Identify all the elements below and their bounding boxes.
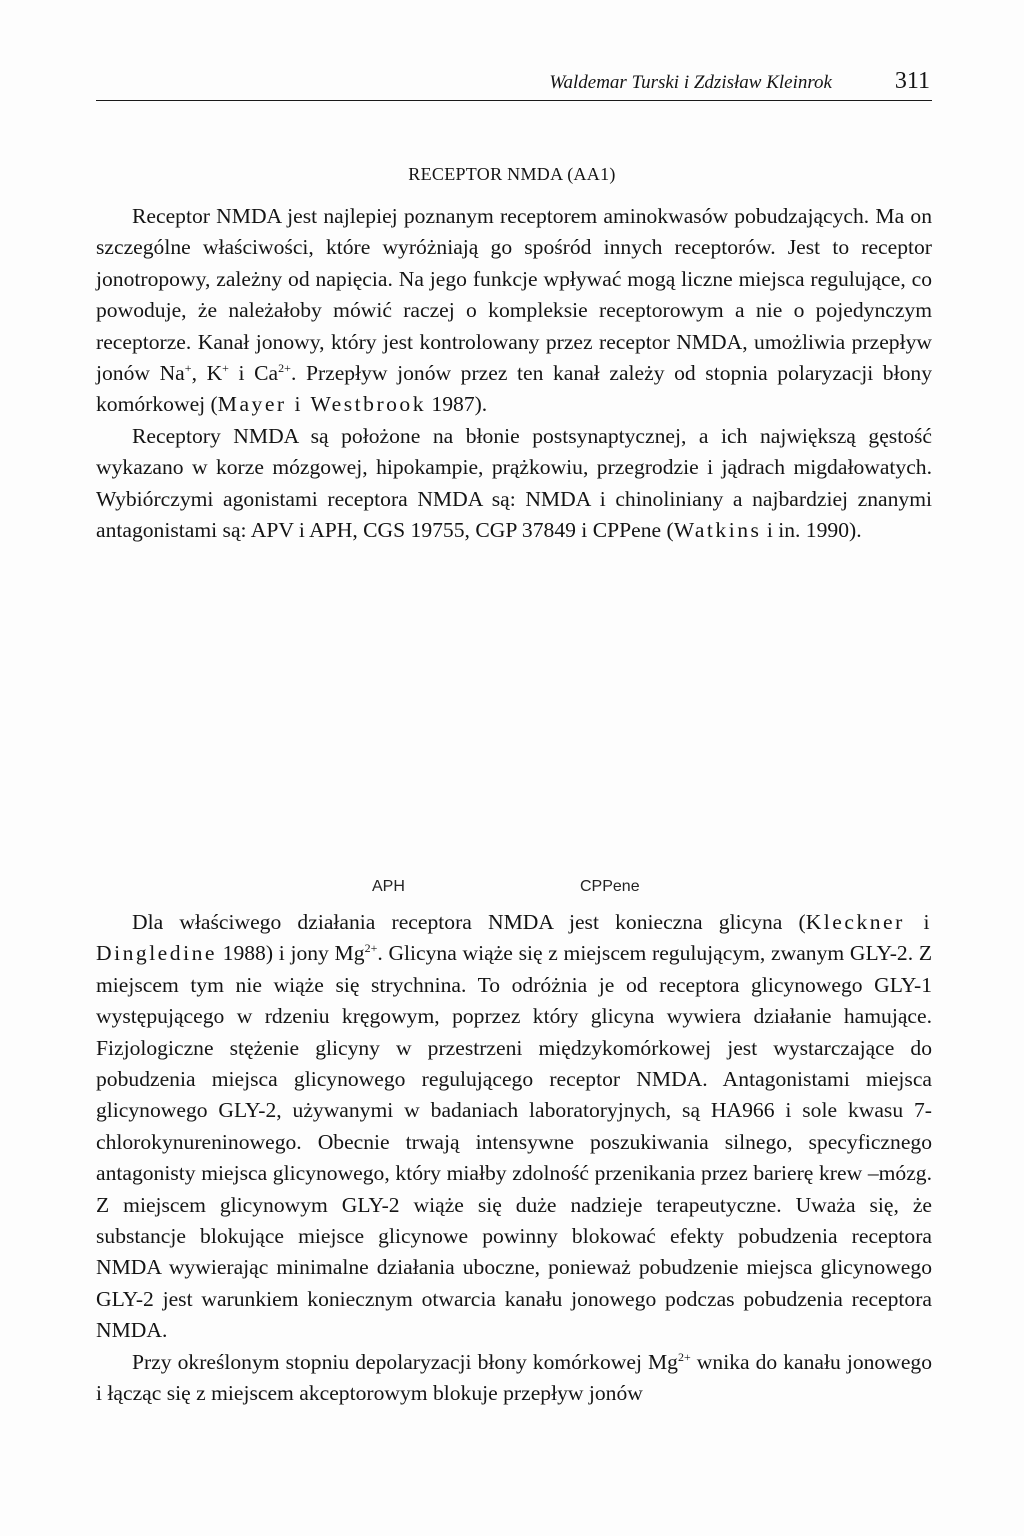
- running-head-authors: Waldemar Turski i Zdzisław Kleinrok: [549, 72, 832, 93]
- paragraph-4: [96, 1347, 932, 1410]
- para1-text-e: 1987).: [426, 392, 488, 417]
- para4-text-a: Przy określonym stopniu depolaryzacji błony komórkowej Mg: [132, 1349, 678, 1374]
- section-heading: RECEPTOR NMDA (AA1): [408, 164, 616, 184]
- superscript-2plus-mg-2: 2+: [677, 1349, 691, 1364]
- running-head: [96, 66, 932, 101]
- para2-text-b: i in. 1990).: [761, 518, 862, 543]
- superscript-plus-na: +: [184, 361, 192, 376]
- para3-text-a: Dla właściwego działania receptora NMDA jest konieczna glicyna (: [132, 910, 806, 934]
- para3-text-c: . Glicyna wiąże się z miejscem regulującym, zwanym GLY-2. Z miejscem tym nie wiąże się strychnina. To odróżnia je od receptora glicynowego GLY-1 występującego w rdzeniu kręgowym, poprzez który glicyna wywiera działanie hamujące. Fizjologiczne stężenie glicyny w przestrzeni międzykomórkowej jest wystarczające do pobudzenia miejsca glicynowego regulującego receptor NMDA. Antagonistami miejsca glicynowego GLY-2, używanymi w badaniach laboratoryjnych, są HA966 i sole kwasu 7-chlorokynureninowego. Obecnie trwają intensywne poszukiwania silnego, specyficznego antagonisty miejsca glicynowego, który miałby zdolność przenikania przez barierę krew –mózg. Z miejscem glicynowym GLY-2 wiąże się duże nadzieje terapeutyczne. Uważa się, że substancje blokujące miejsce glicynowe powinny blokować efekty pobudzenia receptora NMDA wywierając minimalne działania uboczne, ponieważ pobudzenie miejsca glicynowego GLY-2 jest warunkiem koniecznym otwarcia kanału jonowego podczas pobudzenia receptora NMDA.: [96, 941, 933, 1343]
- page-number: 311: [894, 68, 930, 94]
- figure-label-aph: APH: [372, 878, 405, 895]
- text-block-upper: [96, 201, 932, 546]
- superscript-2plus-mg: 2+: [364, 941, 378, 956]
- para2-text-a: Receptory NMDA są położone na błonie postsynaptycznej, a ich największą gęstość wykazano w korze mózgowej, hipokampie, prążkowiu, przegrodzie i jądrach migdałowatych. Wybiórczymi agonistami receptora NMDA są: NMDA i chinoliniany a najbardziej znanymi antagonistami są: APV i APH, CGS 19755, CGP 37849 i CPPene (: [96, 423, 932, 543]
- para1-text-c: i Ca: [228, 361, 279, 386]
- para1-text-b: , K: [191, 361, 223, 386]
- superscript-plus-k: +: [222, 361, 229, 376]
- paragraph-1: [96, 201, 932, 421]
- figure-label-cppene: CPPene: [580, 878, 640, 895]
- citation-kleckner-dingledine: Kleckner i Dingledine: [96, 910, 932, 966]
- superscript-2plus-ca: 2+: [278, 361, 291, 376]
- paragraph-3: [96, 907, 932, 1347]
- paragraph-2: [96, 421, 932, 547]
- para1-text-d: . Przepływ jonów przez ten kanał zależy od stopnia polaryzacji błony komórkowej (: [96, 361, 932, 417]
- citation-mayer-westbrook: Mayer i Westbrook: [217, 392, 427, 417]
- para3-text-b: 1988) i jony Mg: [216, 941, 365, 966]
- text-block-lower: [96, 907, 932, 1410]
- citation-watkins: Watkins: [673, 518, 762, 543]
- para1-text-a: Receptor NMDA jest najlepiej poznanym receptorem aminokwasów pobudzających. Ma on szczególne właściwości, które wyróżniają go spośród innych receptorów. Jest to receptor jonotropowy, zależny od napięcia. Na jego funkcje wpływać mogą liczne miejsca regulujące, co powoduje, że należałoby mówić raczej o kompleksie receptorowym a nie o pojedynczym receptorze. Kanał jonowy, który jest kontrolowany przez receptor NMDA, umożliwia przepływ jonów Na: [96, 204, 932, 386]
- para4-text-b: wnika do kanału jonowego i łącząc się z miejscem akceptorowym blokuje przepływ jonów: [96, 1349, 932, 1406]
- chemical-structures-figure: [96, 610, 932, 910]
